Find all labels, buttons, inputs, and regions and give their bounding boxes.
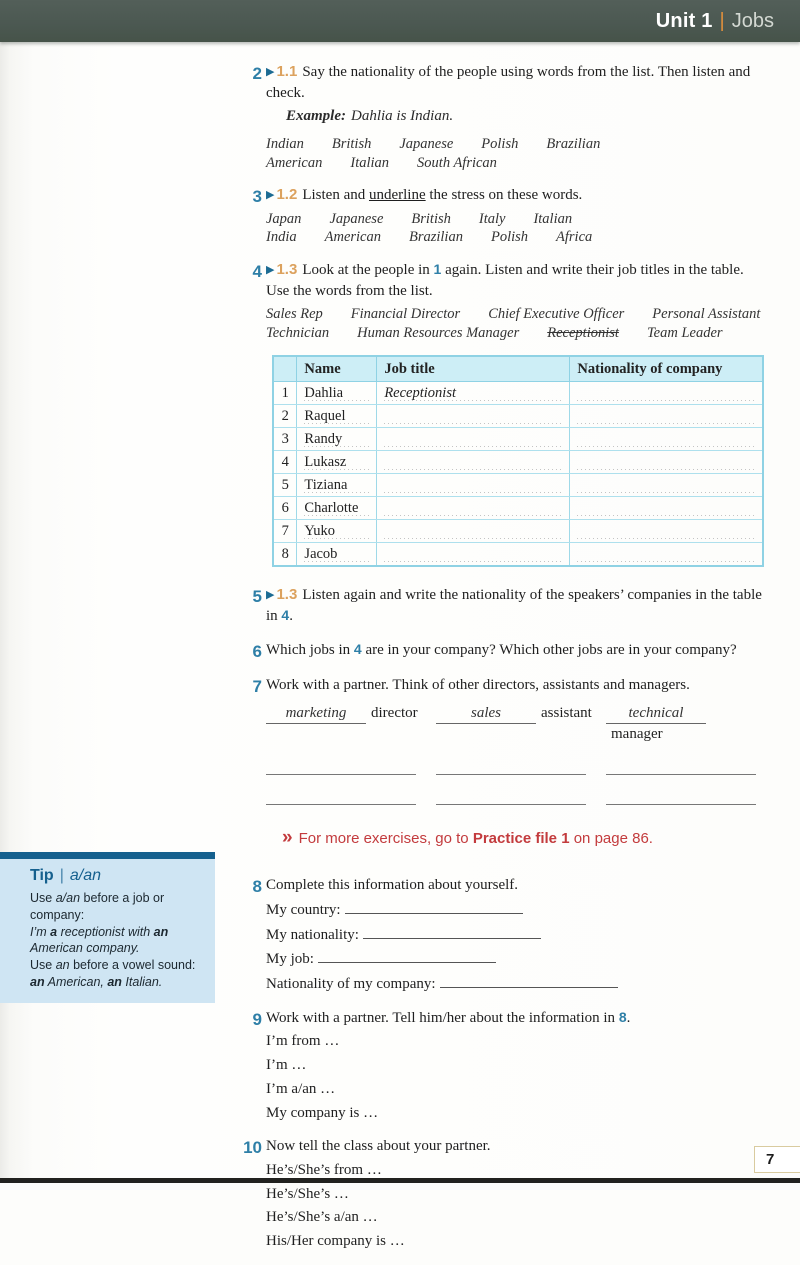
- exercise-number: 5: [252, 587, 262, 607]
- word-list-line: [266, 135, 762, 154]
- tip-text-segment: a/an: [55, 891, 81, 905]
- table-header-job-title: Job title: [377, 356, 570, 382]
- form-label: Nationality of my company:: [266, 976, 436, 993]
- table-cell-job: [377, 428, 570, 451]
- table-cell-num: 1: [273, 382, 297, 405]
- word-list-item: Japanese: [399, 136, 454, 153]
- exercise-body: [266, 62, 762, 172]
- exercise-8: [238, 875, 762, 994]
- write-in-line: [266, 762, 416, 775]
- form-line: [266, 925, 762, 946]
- page-number: 7: [766, 1151, 775, 1168]
- table-row: [273, 451, 763, 474]
- tip-text-segment: Italian.: [121, 974, 163, 989]
- tip-body: [30, 890, 203, 991]
- tip-box: [0, 852, 215, 1003]
- exercise-2: [238, 62, 762, 172]
- table-cell-num: 6: [273, 497, 297, 520]
- fill-pair: [606, 703, 762, 745]
- table-cell-nationality: [570, 451, 763, 474]
- table-cell-job: [377, 497, 570, 520]
- page-bottom-edge: [0, 1178, 800, 1183]
- table-cell-nationality: [570, 405, 763, 428]
- word-list-item: Japanese: [329, 210, 384, 227]
- exercise-body: [266, 585, 762, 626]
- audio-track-number: 1.3: [276, 586, 298, 604]
- table-cell-name: Lukasz: [297, 451, 377, 474]
- exercise-body: [266, 640, 762, 662]
- exercise-body: [266, 260, 764, 576]
- double-chevron-icon: »: [282, 827, 290, 849]
- table-header-row: [273, 356, 763, 382]
- blank-line-row: [266, 762, 762, 775]
- instruction-text: Work with a partner. Think of other directors, assistants and managers.: [266, 677, 690, 694]
- instruction-text: Which jobs in: [266, 641, 354, 658]
- write-in-line: [363, 927, 541, 939]
- word-list-item: British: [331, 136, 372, 153]
- exercise-6: [238, 640, 762, 662]
- exercise-body: [266, 1136, 762, 1251]
- word-list-item: Chief Executive Officer: [488, 306, 625, 323]
- table-row: [273, 543, 763, 567]
- table-cell-num: 4: [273, 451, 297, 474]
- fill-label: manager: [611, 726, 663, 743]
- write-in-line: [606, 762, 756, 775]
- table-cell-job: Receptionist: [377, 382, 570, 405]
- note-text: on page 86.: [569, 830, 653, 848]
- table-header-nationality: Nationality of company: [570, 356, 763, 382]
- form-line: [266, 974, 762, 995]
- practice-file-note: [282, 825, 762, 851]
- word-list-item: India: [266, 229, 297, 246]
- word-list-item: Brazilian: [408, 229, 463, 246]
- instruction-text: .: [626, 1009, 631, 1026]
- exercise-7: [238, 675, 762, 875]
- exercise-body: [266, 675, 762, 875]
- word-list-item: Japan: [266, 210, 302, 227]
- exercise-number: 3: [252, 187, 262, 207]
- table-row: [273, 520, 763, 543]
- speaking-prompt-line: I’m …: [266, 1057, 307, 1074]
- table-cell-nationality: [570, 382, 763, 405]
- word-list-item: American: [324, 229, 381, 246]
- tip-text-segment: a: [50, 924, 58, 939]
- instruction-text: Work with a partner. Tell him/her about the information in: [266, 1009, 619, 1026]
- table-cell-job: [377, 451, 570, 474]
- audio-track-number: 1.3: [276, 260, 298, 278]
- table-cell-name: Randy: [297, 428, 377, 451]
- word-list: [266, 305, 764, 342]
- table-header-name: Name: [297, 356, 377, 382]
- table-cell-name: Tiziana: [297, 474, 377, 497]
- audio-play-icon: ▶: [266, 189, 275, 202]
- word-list-line: [266, 154, 762, 173]
- tip-text-segment: Use: [30, 958, 56, 972]
- form-label: My job:: [266, 951, 314, 968]
- exercise-reference: 1: [433, 260, 442, 277]
- word-list-line: [266, 210, 762, 229]
- exercise-number: 7: [252, 677, 262, 697]
- handwritten-answer: technical: [606, 703, 706, 725]
- exercise-reference: 4: [353, 640, 362, 657]
- tip-text-segment: American company.: [30, 941, 140, 956]
- table-cell-num: 2: [273, 405, 297, 428]
- word-list: [266, 135, 762, 172]
- fill-label: assistant: [541, 704, 592, 721]
- table-cell-name: Dahlia: [297, 382, 377, 405]
- word-list-line: [266, 324, 764, 343]
- tip-text-segment: an: [107, 974, 122, 989]
- table-cell-num: 3: [273, 428, 297, 451]
- table-cell-job: [377, 405, 570, 428]
- tip-label: Tip: [30, 867, 54, 884]
- fill-pair: [436, 703, 606, 745]
- table-cell-job: [377, 543, 570, 567]
- tip-example-1: [30, 924, 203, 958]
- speaking-prompts: [266, 1160, 762, 1252]
- exercise-number: 9: [252, 1009, 262, 1029]
- table-cell-job: [377, 520, 570, 543]
- write-in-line: [266, 792, 416, 805]
- word-list-item: Technician: [266, 324, 330, 341]
- exercise-instruction: [266, 875, 762, 896]
- tip-text-segment: receptionist with: [57, 924, 154, 939]
- exercise-9: [238, 1008, 762, 1123]
- instruction-text: Listen and: [302, 187, 369, 204]
- table-cell-num: 8: [273, 543, 297, 567]
- example-text: Dahlia is Indian.: [351, 108, 454, 125]
- speaking-prompts: [266, 1031, 762, 1123]
- instruction-text: Complete this information about yourself.: [266, 877, 519, 894]
- job-fill-row: [266, 703, 762, 745]
- exercise-instruction: [266, 62, 762, 103]
- exercise-body: [266, 1008, 762, 1123]
- exercise-instruction: [266, 1008, 762, 1029]
- table-cell-num: 5: [273, 474, 297, 497]
- tip-text-segment: an: [55, 958, 70, 972]
- exercise-4: [238, 260, 762, 576]
- handwritten-answer: marketing: [266, 703, 366, 725]
- audio-play-icon: ▶: [266, 263, 275, 276]
- exercise-number: 6: [252, 641, 262, 661]
- instruction-text: Say the nationality of the people using words from the list. Then listen and check.: [266, 64, 751, 101]
- word-list-item: Receptionist: [547, 324, 619, 341]
- unit-separator: |: [719, 10, 725, 32]
- table-row: [273, 382, 763, 405]
- tip-text-segment: an: [153, 924, 169, 939]
- table-row: [273, 428, 763, 451]
- exercise-body: [266, 875, 762, 994]
- tip-example-2: [30, 974, 203, 991]
- write-in-line: [318, 951, 496, 963]
- table-cell-name: Charlotte: [297, 497, 377, 520]
- word-list-item: Human Resources Manager: [357, 324, 520, 341]
- word-list-item: Polish: [490, 229, 529, 246]
- word-list-item: Brazilian: [546, 136, 601, 153]
- practice-file-reference: Practice file 1: [472, 830, 570, 848]
- speaking-prompt-line: He’s/She’s a/an …: [266, 1209, 378, 1226]
- word-list-item: Italian: [533, 210, 573, 227]
- tip-title: [30, 867, 203, 885]
- word-list-item: Africa: [556, 229, 593, 246]
- example-line: [286, 106, 762, 127]
- word-list-item: Sales Rep: [266, 306, 323, 323]
- unit-label: Unit 1: [655, 10, 713, 32]
- word-list-item: British: [411, 210, 451, 227]
- tip-text-segment: I’m: [30, 924, 51, 939]
- write-in-line: [606, 792, 756, 805]
- word-list-item: Italy: [478, 210, 506, 227]
- write-in-line: [436, 792, 586, 805]
- word-list-item: Polish: [481, 136, 519, 153]
- exercise-number: 8: [252, 877, 262, 897]
- tip-text-segment: before a job or company:: [30, 891, 165, 922]
- tip-text-segment: before a vowel sound:: [69, 958, 196, 972]
- speaking-prompt-line: He’s/She’s …: [266, 1185, 349, 1202]
- form-line: [266, 949, 762, 970]
- fill-label: director: [371, 704, 418, 721]
- instruction-text: Look at the people in: [302, 261, 434, 278]
- word-list-item: Personal Assistant: [652, 306, 761, 323]
- word-list-line: [266, 305, 764, 324]
- speaking-prompt-line: My company is …: [266, 1104, 379, 1121]
- tip-rule-1: [30, 890, 203, 924]
- table-row: [273, 405, 763, 428]
- tip-text-segment: American,: [44, 974, 108, 989]
- exercise-column: [238, 62, 762, 1265]
- exercise-body: [266, 185, 762, 247]
- write-in-line: [345, 902, 523, 914]
- page-number-box: [754, 1146, 800, 1173]
- exercise-3: [238, 185, 762, 247]
- unit-section-title: Jobs: [731, 10, 774, 32]
- unit-header-bar: [0, 0, 800, 42]
- form-line: [266, 900, 762, 921]
- audio-play-icon: ▶: [266, 66, 275, 78]
- table-cell-name: Yuko: [297, 520, 377, 543]
- exercise-instruction: [266, 1136, 762, 1157]
- instruction-text: Now tell the class about your partner.: [266, 1138, 491, 1155]
- table-header-empty: [273, 356, 297, 382]
- write-in-line: [436, 762, 586, 775]
- instruction-text: .: [289, 608, 293, 625]
- instruction-text: Listen again and write the nationality of the speakers’ companies in the table in: [266, 587, 762, 625]
- audio-track-number: 1.1: [276, 63, 298, 80]
- exercise-instruction: [266, 640, 762, 661]
- speaking-prompt-line: He’s/She’s from …: [266, 1161, 382, 1178]
- word-list: [266, 210, 762, 247]
- table-cell-name: Raquel: [297, 405, 377, 428]
- tip-separator: |: [59, 867, 64, 884]
- word-list-item: Financial Director: [350, 306, 461, 323]
- audio-play-icon: ▶: [266, 589, 275, 602]
- table-cell-nationality: [570, 543, 763, 567]
- write-in-line: [440, 976, 618, 988]
- exercise-instruction: [266, 675, 762, 696]
- audio-track-number: 1.2: [276, 186, 298, 204]
- table-cell-nationality: [570, 428, 763, 451]
- table-cell-nationality: [570, 497, 763, 520]
- form-lines: [266, 900, 762, 995]
- word-list-item: South African: [417, 154, 497, 171]
- blank-line-row: [266, 792, 762, 805]
- exercise-instruction: [266, 260, 764, 301]
- speaking-prompt-line: I’m from …: [266, 1033, 340, 1050]
- exercise-5: [238, 585, 762, 626]
- tip-text-segment: Use: [30, 891, 56, 905]
- exercise-instruction: [266, 585, 762, 626]
- example-label: Example:: [286, 108, 346, 125]
- instruction-text: again. Listen and write their job titles in the table. Use the words from the list.: [266, 261, 744, 299]
- exercise-reference: 4: [281, 607, 290, 624]
- speaking-prompt-line: I’m a/an …: [266, 1080, 336, 1097]
- exercise-10: [238, 1136, 762, 1251]
- tip-topic: a/an: [69, 867, 101, 884]
- form-label: My country:: [266, 902, 341, 918]
- table-cell-name: Jacob: [297, 543, 377, 567]
- instruction-text: the stress on these words.: [425, 187, 583, 204]
- word-list-line: [266, 228, 762, 247]
- speaking-prompt-line: His/Her company is …: [266, 1232, 405, 1249]
- tip-rule-2: [30, 957, 203, 974]
- instruction-text: are in your company? Which other jobs are in your company?: [361, 641, 737, 658]
- fill-pair: [266, 703, 436, 745]
- handwritten-answer: sales: [436, 703, 536, 725]
- underlined-word: underline: [368, 187, 426, 204]
- word-list-item: Italian: [350, 154, 390, 171]
- tip-text-segment: an: [30, 974, 45, 989]
- exercise-reference: 8: [618, 1008, 627, 1025]
- word-list-item: Indian: [266, 136, 304, 153]
- jobs-table: [272, 355, 764, 567]
- table-cell-job: [377, 474, 570, 497]
- note-text: For more exercises, go to: [298, 830, 473, 848]
- exercise-number: 2: [252, 64, 262, 83]
- table-cell-nationality: [570, 474, 763, 497]
- word-list-item: American: [266, 154, 323, 171]
- table-cell-num: 7: [273, 520, 297, 543]
- exercise-number: 4: [252, 261, 262, 281]
- form-label: My nationality:: [266, 926, 359, 943]
- exercise-number: 10: [243, 1138, 262, 1158]
- table-cell-nationality: [570, 520, 763, 543]
- table-row: [273, 497, 763, 520]
- table-row: [273, 474, 763, 497]
- exercise-instruction: [266, 185, 762, 206]
- word-list-item: Team Leader: [646, 324, 723, 341]
